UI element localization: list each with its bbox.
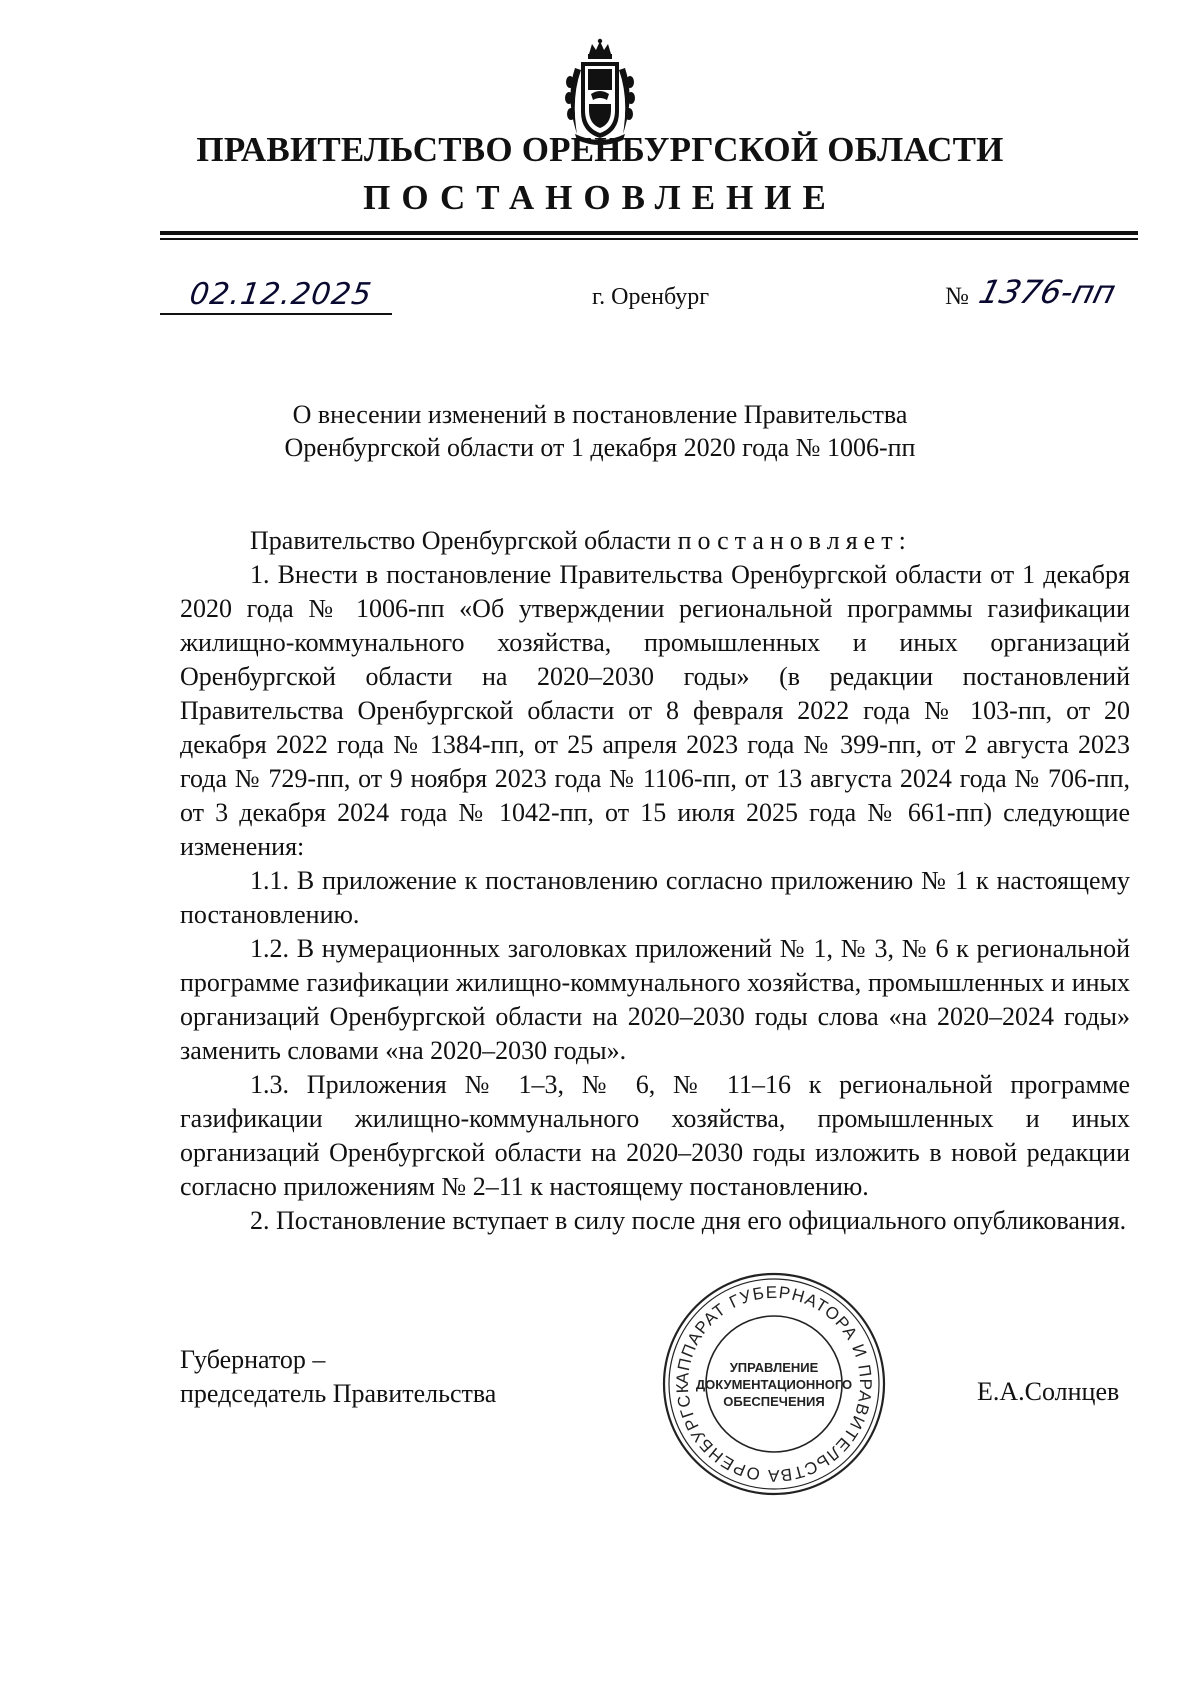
decree-body [180,524,1130,1238]
clause-2: 2. Постановление вступает в силу после дня его официального опубликования. [250,1206,1127,1235]
decree-subject [0,398,1200,464]
clause-1: 1. Внести в постановление Правительства Оренбургской области от 1 декабря 2020 года № 1006-пп «Об утверждении региональной программы газификации жилищно-коммунального хозяйства, промышленных и иных организаций Оренбургской области на 2020–2030 годы» (в редакции постановлений Правительства Оренбургской области от 8 февраля 2022 года № 103-пп, от 20 декабря 2022 года № 1384-пп, от 25 апреля 2023 года № 399-пп, от 2 августа 2023 года № 729-пп, от 9 ноября 2023 года № 1106-пп, от 13 августа 2024 года № 706-пп, от 3 декабря 2024 года № 1042-пп, от 15 июля 2025 года № 661-пп) следующие изменения: [180,560,1130,861]
position-line: председатель Правительства [180,1379,497,1408]
government-name: ПРАВИТЕЛЬСТВО ОРЕНБУРГСКОЙ ОБЛАСТИ [196,130,1004,169]
subject-line: Оренбургской области от 1 декабря 2020 года № 1006-пп [284,433,916,462]
position-line: Губернатор – [180,1345,326,1374]
stamp-center-line: УПРАВЛЕНИЕ [729,1359,819,1375]
document-type-title: ПОСТАНОВЛЕНИЕ [363,178,837,217]
date-underline [160,313,392,315]
header-rule-thick [160,231,1138,235]
clause-1-1: 1.1. В приложение к постановлению согласно приложению № 1 к настоящему постановлению. [180,866,1130,929]
handwritten-date: 02.12.2025 [187,277,375,312]
handwritten-decree-number: 1376-пп [975,273,1120,311]
signatory-position [180,1343,496,1411]
city-name: г. Оренбург [592,284,710,310]
stamp-center-line: ДОКУМЕНТАЦИОННОГО [695,1376,853,1392]
intro-paragraph [180,524,1130,558]
signatory-name: Е.А.Солнцев [977,1377,1120,1406]
number-sign: № [945,283,969,310]
header-rule-thin [160,238,1138,240]
stamp-center-line: ОБЕСПЕЧЕНИЯ [723,1393,825,1409]
stamp-center [659,1269,889,1499]
subject-line: О внесении изменений в постановление Правительства [292,400,908,429]
official-stamp [659,1269,889,1499]
stamp-ring-text: АППАРАТ ГУБЕРНАТОРА И ПРАВИТЕЛЬСТВА ОРЕНБУРГСК [672,1282,876,1486]
intro-verb-spaced: постановляет: [677,526,912,555]
clause-1-2: 1.2. В нумерационных заголовках приложений № 1, № 3, № 6 к региональной программе газификации жилищно-коммунального хозяйства, промышленных и иных организаций Оренбургской области на 2020–2030 годы слова «на 2020–2024 годы» заменить словами «на 2020–2030 годы». [180,934,1130,1065]
intro-lead: Правительство Оренбургской области [250,526,678,555]
clause-1-3: 1.3. Приложения № 1–3, № 6, № 11–16 к региональной программе газификации жилищно-коммунального хозяйства, промышленных и иных организаций Оренбургской области на 2020–2030 годы изложить в новой редакции согласно приложениям № 2–11 к настоящему постановлению. [180,1070,1130,1201]
